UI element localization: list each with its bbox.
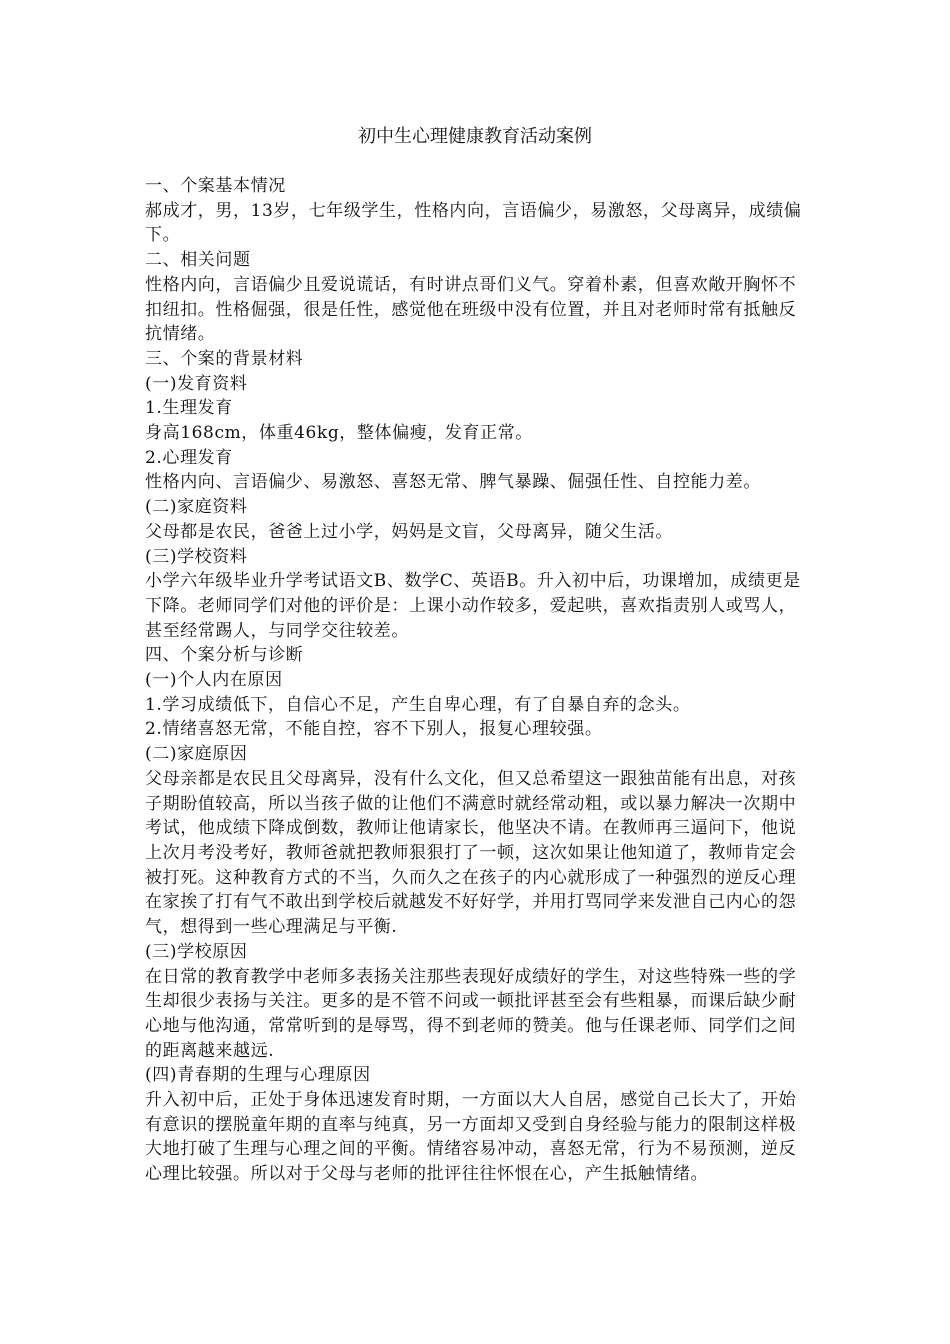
paragraph: 身高168cm，体重46kg，整体偏瘦，发育正常。: [145, 423, 533, 444]
paragraph: 在日常的教育教学中老师多表扬关注那些表现好成绩好的学生，对这些特殊一些的学生却很少表扬与关注。更多的是不管不问或一顿批评甚至会有些粗暴，而课后缺少耐心地与他沟通，常常听到的是辱骂，得不到老师的赞美。他与任课老师、同学们之间的距离越来越远.: [145, 966, 797, 1061]
subheading: (一)个人内在原因: [145, 670, 283, 691]
list-item: 1.学习成绩低下，自信心不足，产生自卑心理，有了自暴自弃的念头。: [145, 694, 691, 715]
subheading: (二)家庭资料: [145, 497, 248, 518]
heading-related-issues: 二、相关问题: [145, 250, 251, 271]
list-item: 2.心理发育: [145, 447, 233, 468]
subheading: (三)学校资料: [145, 546, 248, 567]
list-item: 1.生理发育: [145, 398, 233, 419]
paragraph: 升入初中后，正处于身体迅速发育时期，一方面以大人自居，感觉自己长大了，开始有意识的摆脱童年期的直率与纯真，另一方面却又受到自身经验与能力的限制这样极大地打破了生理与心理之间的平衡。情绪容易冲动，喜怒无常，行为不易预测，逆反心理比较强。所以对于父母与老师的批评往往怀恨在心，产生抵触情绪。: [145, 1090, 797, 1185]
document-title: 初中生心理健康教育活动案例: [358, 126, 592, 147]
paragraph: 小学六年级毕业升学考试语文B、数学C、英语B。升入初中后，功课增加，成绩更是下降。老师同学们对他的评价是：上课小动作较多，爱起哄，喜欢指责别人或骂人，甚至经常踢人，与同学交往较差。: [145, 571, 801, 641]
paragraph: 父母都是农民，爸爸上过小学，妈妈是文盲，父母离异，随父生活。: [145, 521, 673, 542]
document-body: [145, 174, 810, 1187]
subheading: (三)学校原因: [145, 941, 248, 962]
paragraph: 性格内向，言语偏少且爱说谎话，有时讲点哥们义气。穿着朴素，但喜欢敞开胸怀不扣纽扣。性格倔强，很是任性，感觉他在班级中没有位置，并且对老师时常有抵触反抗情绪。: [145, 274, 797, 345]
subheading: (一)发育资料: [145, 373, 248, 394]
paragraph: 郝成才，男，13岁，七年级学生，性格内向，言语偏少，易激怒，父母离异，成绩偏下。: [145, 200, 802, 246]
subheading: (四)青春期的生理与心理原因: [145, 1065, 371, 1086]
heading-case-basics: 一、个案基本情况: [145, 176, 286, 196]
list-item: 2.情绪喜怒无常，不能自控，容不下别人，报复心理较强。: [145, 719, 603, 740]
paragraph: 性格内向、言语偏少、易激怒、喜怒无常、脾气暴躁、倔强任性、自控能力差。: [145, 472, 761, 493]
subheading: (二)家庭原因: [145, 744, 248, 765]
paragraph: 父母亲都是农民且父母离异，没有什么文化，但又总希望这一跟独苗能有出息，对孩子期盼值较高，所以当孩子做的让他们不满意时就经常动粗，或以暴力解决一次期中考试，他成绩下降成倒数，教师让他请家长，他坚决不请。在教师再三逼问下，他说上次月考没考好，教师爸就把教师狠狠打了一顿，这次如果让他知道了，教师肯定会被打死。这种教育方式的不当，久而久之在孩子的内心就形成了一种强烈的逆反心理在家挨了打有气不敢出到学校后就越发不好好学，并用打骂同学来发泄自己内心的怨气，想得到一些心理满足与平衡.: [145, 768, 797, 938]
heading-analysis: 四、个案分析与诊断: [145, 645, 304, 666]
heading-background: 三、个案的背景材料: [145, 348, 304, 369]
